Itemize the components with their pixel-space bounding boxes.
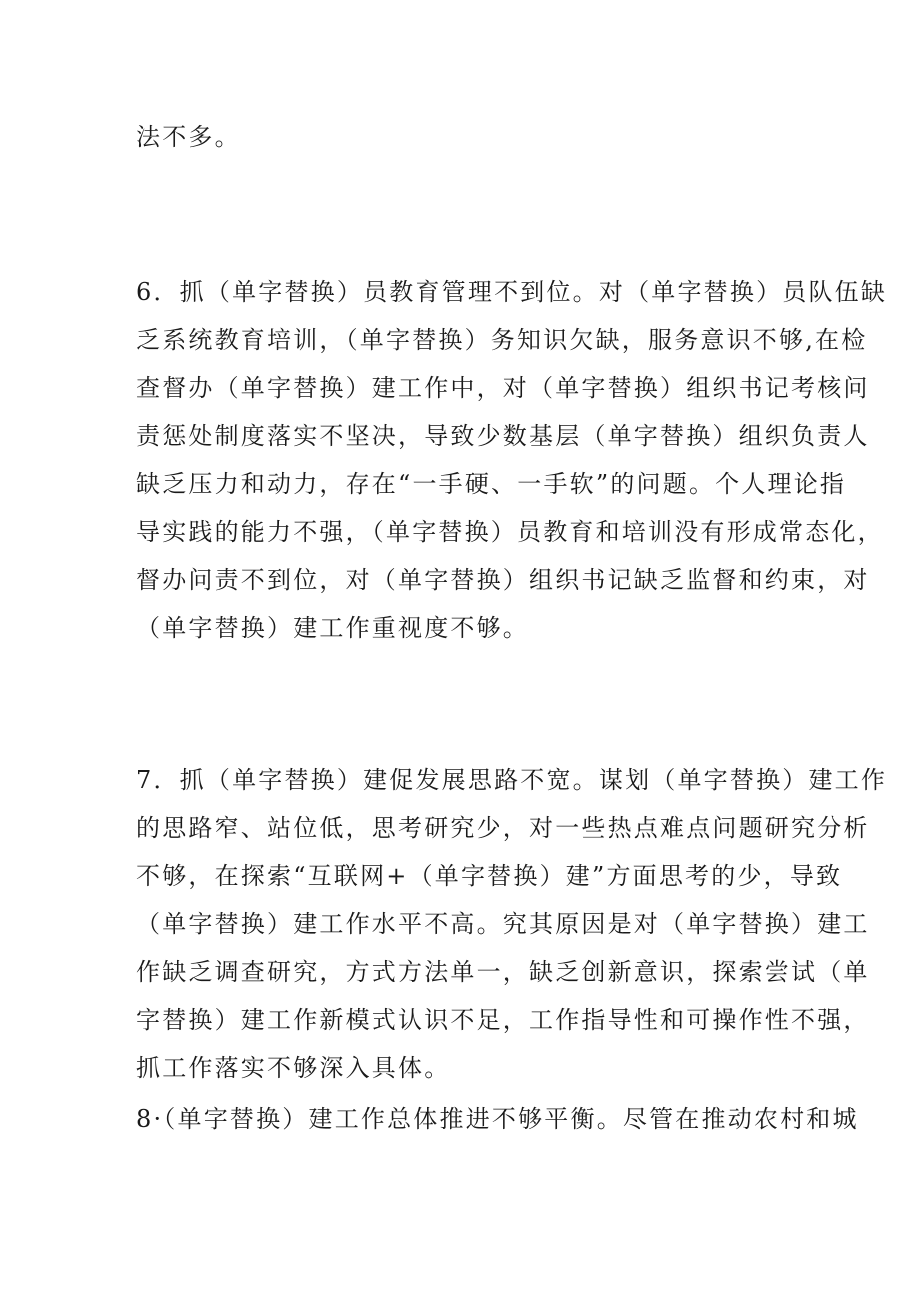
item-7-line: 的思路窄、站位低，思考研究少，对一些热点难点问题研究分析	[136, 814, 870, 842]
item-6-line: 乏系统教育培训，（单字替换）务知识欠缺，服务意识不够,在检	[136, 326, 868, 354]
item-7-line: 字替换）建工作新模式认识不足，工作指导性和可操作性不强，	[136, 1006, 870, 1034]
item-6-line: 6．抓（单字替换）员教育管理不到位。对（单字替换）员队伍缺	[136, 278, 888, 306]
item-7-line: 作缺乏调查研究，方式方法单一，缺乏创新意识，探索尝试（单	[136, 958, 870, 986]
item-7-line: 抓工作落实不够深入具体。	[136, 1054, 451, 1082]
item-7-line: 7．抓（单字替换）建促发展思路不宽。谋划（单字替换）建工作	[136, 766, 888, 794]
item-6-line: 查督办（单字替换）建工作中，对（单字替换）组织书记考核问	[136, 374, 870, 402]
item-6-line: （单字替换）建工作重视度不够。	[136, 614, 529, 642]
item-8-line: 8·（单字替换）建工作总体推进不够平衡。尽管在推动农村和城	[136, 1105, 859, 1133]
item-6-line: 督办问责不到位，对（单字替换）组织书记缺乏监督和约束，对	[136, 566, 870, 594]
item-7-line: （单字替换）建工作水平不高。究其原因是对（单字替换）建工	[136, 910, 870, 938]
item-6-line: 缺乏压力和动力，存在“一手硬、一手软”的问题。个人理论指	[136, 470, 847, 498]
item-7-line: 不够，在探索“互联网+（单字替换）建”方面思考的少，导致	[136, 862, 843, 890]
paragraph-fragment-line: 法不多。	[136, 123, 241, 151]
item-6-line: 导实践的能力不强，（单字替换）员教育和培训没有形成常态化，	[136, 518, 884, 546]
item-6-line: 责惩处制度落实不坚决，导致少数基层（单字替换）组织负责人	[136, 422, 870, 450]
